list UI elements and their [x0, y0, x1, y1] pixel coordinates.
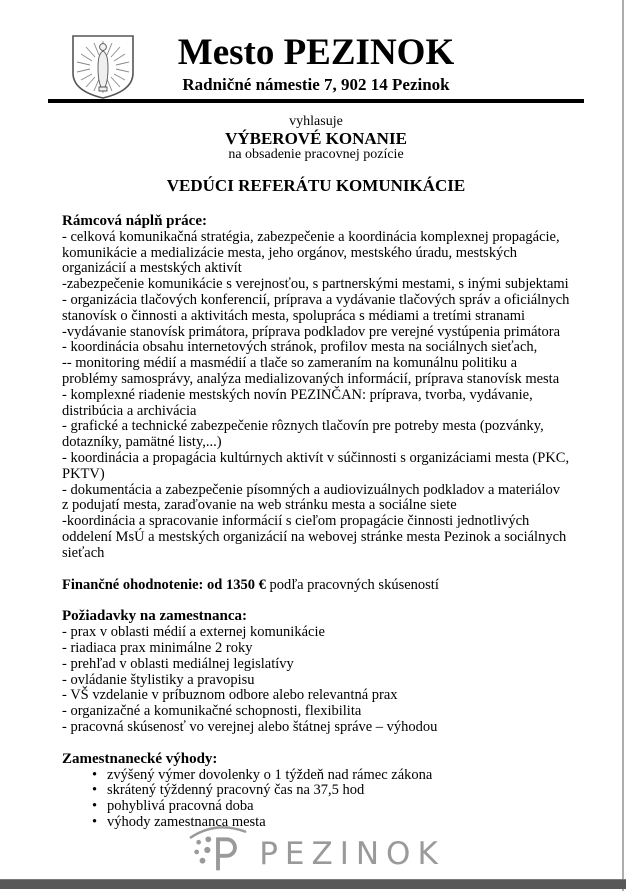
requirements-heading: Požiadavky na zamestnanca:: [62, 608, 247, 625]
duty-item: - dokumentácia a zabezpečenie písomných a audiovizuálnych podkladov a materiálov z podujatí mesta, zaraďovanie na web stránku mesta a sociálne siete: [62, 481, 561, 514]
benefit-item: [62, 768, 570, 784]
benefits-heading: Zamestnanecké výhody:: [62, 750, 218, 767]
page-right-edge: [622, 0, 624, 891]
bullet-icon: •: [92, 798, 98, 815]
benefit-text: skrátený týždenný pracovný čas na 37,5 hod: [107, 782, 365, 799]
duties-list: [62, 230, 570, 562]
bullet-icon: •: [92, 766, 98, 783]
duty-item: - koordinácia obsahu internetových stránok, profilov mesta na sociálnych sieťach,: [62, 339, 538, 356]
pezinok-logo-icon: [187, 822, 249, 878]
footer-logo-text: PEZINOK: [259, 835, 445, 872]
salary-line: [62, 578, 570, 594]
requirement-item: - organizačné a komunikačné schopnosti, flexibilita: [62, 703, 362, 720]
document-body: [62, 214, 570, 831]
salary-regular: podľa pracovných skúseností: [265, 576, 439, 593]
bullet-icon: •: [92, 813, 98, 830]
pezinok-coat-of-arms-icon: [70, 33, 136, 101]
duty-item: -- monitoring médií a masmédií a tlače so zameraním na komunálnu politiku a problémy samosprávy, analýza medializovaných informácií, príprava stanovísk mesta: [62, 355, 560, 387]
position-title: VEDÚCI REFERÁTU KOMUNIKÁCIE: [166, 176, 466, 195]
announcement-intro: [0, 114, 632, 163]
requirement-item: - ovládanie štylistiky a pravopisu: [62, 671, 255, 688]
city-title: Mesto PEZINOK: [177, 32, 455, 73]
requirements-list: [62, 625, 570, 736]
letterhead: [0, 0, 632, 103]
requirement-item: - prax v oblasti médií a externej komunikácie: [62, 624, 325, 641]
subject-line: na obsadenie pracovnej pozície: [228, 147, 404, 162]
requirement-item: - pracovná skúsenosť vo verejnej alebo štátnej správe – výhodou: [62, 718, 438, 735]
benefit-item: [62, 799, 570, 815]
bullet-icon: •: [92, 782, 98, 799]
page-bottom-edge: [0, 879, 626, 889]
duty-item: -koordinácia a spracovanie informácií s cieľom propagácie činnosti jednotlivých oddelení MsÚ a mestských organizácií na webovej stránke mesta Pezinok a sociálnych sieťach: [62, 513, 567, 561]
requirement-item: - riadiaca prax minimálne 2 roky: [62, 639, 253, 656]
duty-item: - koordinácia a propagácia kultúrnych aktivít v súčinnosti s organizáciami mesta (PKC, PKTV): [62, 449, 570, 482]
city-address: Radničné námestie 7, 902 14 Pezinok: [182, 75, 450, 94]
benefit-text: pohyblivá pracovná doba: [107, 798, 254, 815]
duty-item: - organizácia tlačových konferencií, príprava a vydávanie tlačových správ a oficiálnych stanovísk o činnosti a aktivitách mesta, spolupráca s médiami a tretími stranami: [62, 291, 570, 324]
benefit-item: [62, 783, 570, 799]
announce-line: vyhlasuje: [289, 114, 343, 129]
duty-item: - komplexné riadenie mestských novín PEZINČAN: príprava, tvorba, vydávanie, distribúcia a archivácia: [62, 386, 533, 419]
requirement-item: - VŠ vzdelanie v príbuznom odbore alebo relevantná prax: [62, 687, 398, 704]
duty-item: -zabezpečenie komunikácie s verejnosťou, s partnerskými mestami, s inými subjektami: [62, 276, 569, 293]
duty-item: - grafické a technické zabezpečenie rôznych tlačovín pre potreby mesta (pozvánky, dotazníky, pamätné listy,...): [62, 418, 544, 451]
duties-heading: Rámcová náplň práce:: [62, 213, 207, 229]
benefit-text: zvýšený výmer dovolenky o 1 týždeň nad rámec zákona: [107, 766, 433, 783]
procedure-line: VÝBEROVÉ KONANIE: [225, 129, 407, 148]
duty-item: - celková komunikačná stratégia, zabezpečenie a koordinácia komplexnej propagácie, komunikácie a medializácie mesta, jeho orgánov, mestského úradu, mestských organizácií a mestských aktivít: [62, 228, 560, 277]
footer-logo: [0, 822, 632, 878]
duty-item: -vydávanie stanovísk primátora, príprava podkladov pre verejné vystúpenia primátora: [62, 323, 561, 340]
benefit-text: výhody zamestnanca mesta: [107, 813, 266, 830]
requirement-item: - prehľad v oblasti mediálnej legislatívy: [62, 655, 294, 672]
salary-bold: Finančné ohodnotenie: od 1350 €: [62, 576, 266, 593]
